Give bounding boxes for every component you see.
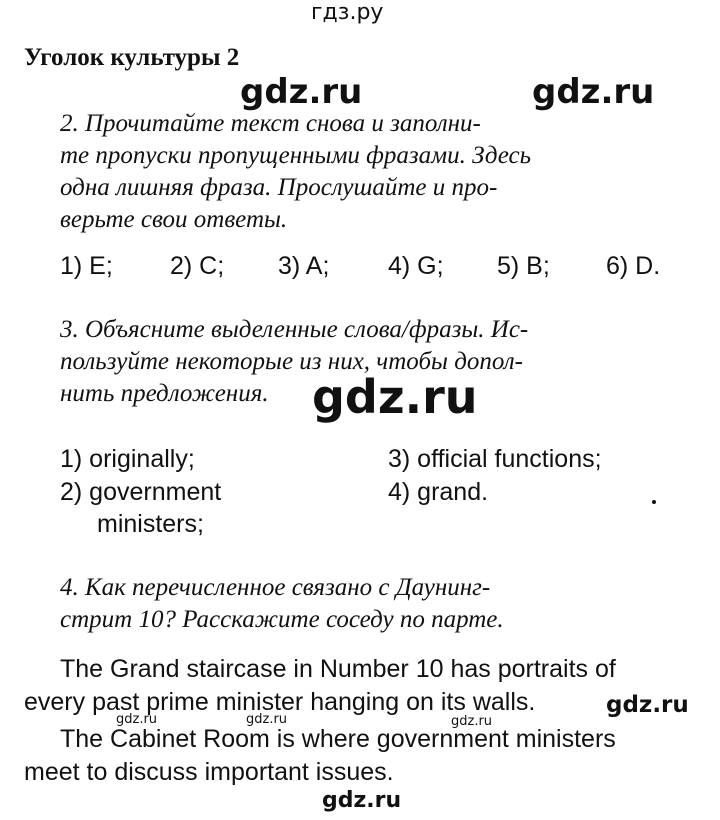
paragraph-line: The Grand staircase in Number 10 has portraits of [60,655,616,683]
task-3-answer: ministers; [97,510,204,538]
task-3-line: нить предложения. [60,380,269,407]
paragraph-line: The Cabinet Room is where government ministers [60,725,616,753]
stray-dot [652,500,656,504]
task-2-answer: 6) D. [606,252,661,280]
task-2-answer: 1) E; [60,252,113,280]
task-2-line: одна лишняя фраза. Прослушайте и про- [60,174,498,201]
task-3-answer: 4) grand. [388,478,489,506]
task-2-answer: 3) A; [278,252,330,280]
task-3-answer: 3) official functions; [388,445,602,473]
paragraph-line: meet to discuss important issues. [24,758,394,786]
task-3-answer: 1) originally; [60,445,195,473]
task-3-answer: 2) government [60,478,222,506]
task-4-line: 4. Как перечисленное связано с Даунинг- [60,574,491,601]
watermark: gdz.ru [532,72,655,112]
watermark-small: gdz.ru [451,714,493,729]
task-2-answer: 4) G; [388,252,444,280]
task-2-line: те пропуски пропущенными фразами. Здесь [60,142,532,169]
task-4-instructions [60,572,504,636]
task-2-line: верьте свои ответы. [60,206,288,233]
task-3-line: пользуйте некоторые из них, чтобы допол- [60,348,523,375]
task-4-line: стрит 10? Расскажите соседу по парте. [60,606,504,633]
watermark: gdz.ru [312,370,478,424]
task-2-answer: 2) C; [170,252,225,280]
watermark-small: gdz.ru [246,712,288,727]
watermark: gdz.ru [240,72,363,112]
paragraph-line: every past prime minister hanging on its walls. [24,688,536,716]
task-2-instructions [60,108,531,236]
watermark: gdz.ru [606,692,689,718]
task-2-line: 2. Прочитайте текст снова и заполни- [60,110,481,137]
watermark-bottom: gdz.ru [322,788,402,813]
watermark-top: гдз.ру [311,0,384,25]
watermark-small: gdz.ru [116,712,158,727]
page-title: Уголок культуры 2 [24,44,240,71]
task-2-answer: 5) B; [497,252,550,280]
task-3-line: 3. Объясните выделенные слова/фразы. Ис- [60,316,529,343]
